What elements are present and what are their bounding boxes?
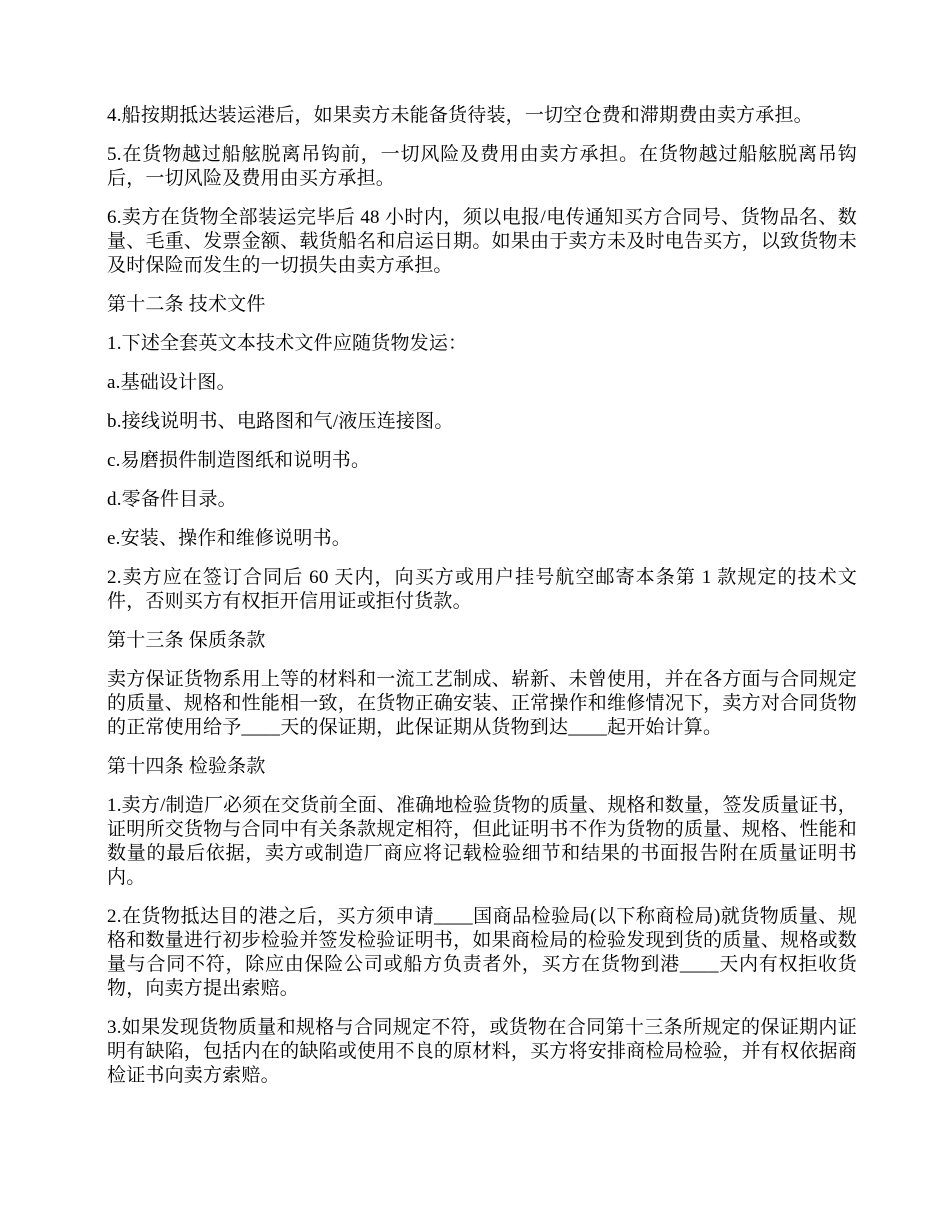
article-12-heading: 第十二条 技术文件 xyxy=(107,294,266,315)
article-12-item-1c: c.易磨损件制造图纸和说明书。 xyxy=(107,450,371,471)
article-14-item-3: 3.如果发现货物质量和规格与合同规定不符，或货物在合同第十三条所规定的保证期内证明有缺陷，包括内在的缺陷或使用不良的原材料，买方将安排商检局检验，并有权依据商检证书向卖方索赔。 xyxy=(107,1017,857,1086)
article-12-item-1d: d.零备件目录。 xyxy=(107,489,237,510)
article-12-item-1e: e.安装、操作和维修说明书。 xyxy=(107,528,351,549)
article-12-item-1: 1.下述全套英文本技术文件应随货物发运： xyxy=(107,333,468,354)
article-13-heading: 第十三条 保质条款 xyxy=(107,630,266,651)
clause-shipment-5: 5.在货物越过船舷脱离吊钩前，一切风险及费用由卖方承担。在货物越过船舷脱离吊钩后，一切风险及费用由买方承担。 xyxy=(107,144,857,189)
clause-shipment-4: 4.船按期抵达装运港后，如果卖方未能备货待装，一切空仓费和滞期费由卖方承担。 xyxy=(107,105,813,126)
article-12-item-2: 2.卖方应在签订合同后 60 天内，向买方或用户挂号航空邮寄本条第 1 款规定的技术文件，否则买方有权拒开信用证或拒付货款。 xyxy=(107,567,857,612)
article-12-item-1b: b.接线说明书、电路图和气/液压连接图。 xyxy=(107,411,454,432)
article-14-item-1: 1.卖方/制造厂必须在交货前全面、准确地检验货物的质量、规格和数量，签发质量证书，证明所交货物与合同中有关条款规定相符，但此证明书不作为货物的质量、规格、性能和数量的最后依据，卖方或制造厂商应将记载检验细节和结果的书面报告附在质量证明书内。 xyxy=(107,795,857,888)
document-body xyxy=(107,104,857,1103)
clause-shipment-6: 6.卖方在货物全部装运完毕后 48 小时内，须以电报/电传通知买方合同号、货物品名、数量、毛重、发票金额、载货船名和启运日期。如果由于卖方未及时电告买方，以致货物未及时保险而发生的一切损失由卖方承担。 xyxy=(107,207,857,276)
article-14-item-2: 2.在货物抵达目的港之后，买方须申请____国商品检验局(以下称商检局)就货物质量、规格和数量进行初步检验并签发检验证明书，如果商检局的检验发现到货的质量、规格或数量与合同不符，除应由保险公司或船方负责者外，买方在货物到港____天内有权拒收货物，向卖方提出索赔。 xyxy=(107,906,857,999)
article-12-item-1a: a.基础设计图。 xyxy=(107,372,236,393)
article-14-heading: 第十四条 检验条款 xyxy=(107,756,266,777)
article-13-body: 卖方保证货物系用上等的材料和一流工艺制成、崭新、未曾使用，并在各方面与合同规定的质量、规格和性能相一致，在货物正确安装、正常操作和维修情况下，卖方对合同货物的正常使用给予____天的保证期，此保证期从货物到达____起开始计算。 xyxy=(107,669,857,738)
